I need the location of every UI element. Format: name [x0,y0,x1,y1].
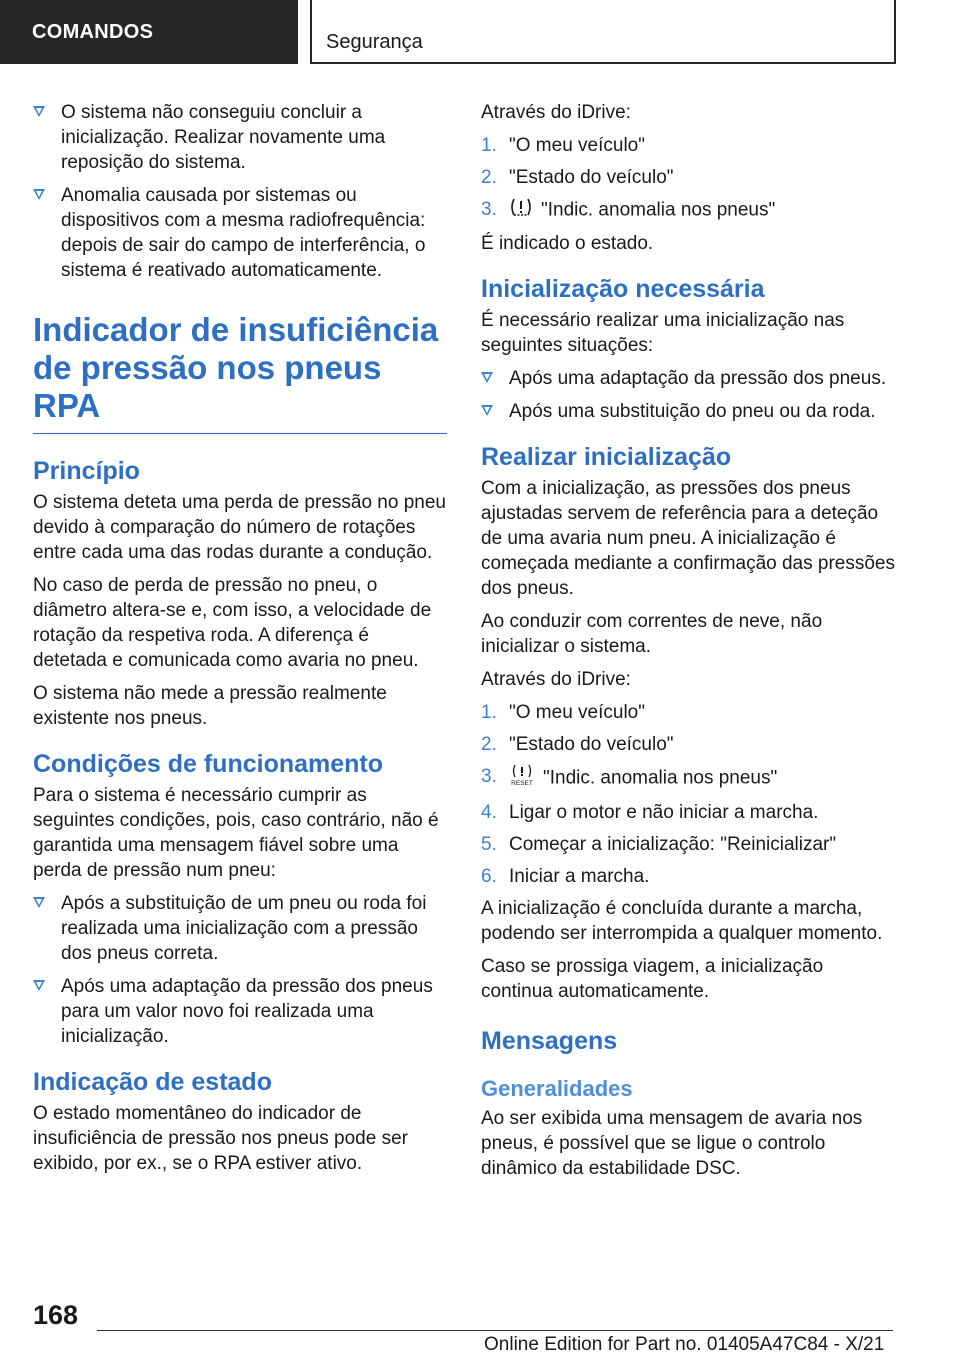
page-header [0,0,960,66]
left-column [33,100,447,1184]
list-item: Anomalia causada por sistemas ou dispositivos com a mesma radiofrequência: depois de sair do campo de interferência, o sistema é reativado automaticamente. [33,183,447,283]
bullet-list-top [33,100,447,283]
paragraph: No caso de perda de pressão no pneu, o diâmetro altera-se e, com isso, a velocidade de rotação da respetiva roda. A diferença é detetada e comunicada como avaria no pneu. [33,575,432,671]
paragraph: Para o sistema é necessário cumprir as seguintes condições, pois, caso contrário, não é garantida uma mensagem fiável sobre uma perda de pressão num pneu: [33,785,439,881]
heading-condicoes: Condições de funcionamento [33,750,384,778]
section-tab: COMANDOS [0,0,298,64]
paragraph: É necessário realizar uma inicialização nas seguintes situações: [481,310,845,356]
paragraph: A inicialização é concluída durante a marcha, podendo ser interrompida a qualquer momento. [481,898,883,944]
heading-estado: Indicação de estado [33,1068,272,1096]
paragraph: É indicado o estado. [481,233,654,254]
paragraph: Ao ser exibida uma mensagem de avaria nos pneus, é possível que se ligue o controlo dinâmico da estabilidade DSC. [481,1108,863,1179]
paragraph: O estado momentâneo do indicador de insuficiência de pressão nos pneus pode ser exibido, por ex., se o RPA estiver ativo. [33,1103,408,1174]
triangle-bullet-icon [481,372,493,383]
list-item: 2. "Estado do veículo" [481,734,674,755]
paragraph: Com a inicialização, as pressões dos pneus ajustadas servem de referência para a deteção de uma avaria num pneu. A inicialização é começada mediante a confirmação das pressões dos pneus. [481,478,896,599]
list-item: Após uma substituição do pneu ou da roda. [481,399,895,424]
triangle-bullet-icon [33,106,45,117]
bullet-list-condicoes [33,891,447,1049]
list-item: 1. "O meu veículo" [481,135,645,156]
paragraph: O sistema deteta uma perda de pressão no pneu devido à comparação do número de rotações entre cada uma das rodas durante a condução. [33,492,446,563]
main-title: Indicador de insuficiência de pressão nos pneus RPA [33,311,447,434]
list-item: Após uma adaptação da pressão dos pneus para um valor novo foi realizada uma inicialização. [33,974,447,1049]
list-item: 2. "Estado do veículo" [481,167,674,188]
tire-reset-icon [509,764,535,793]
footer-divider [97,1330,893,1331]
paragraph: O sistema não mede a pressão realmente existente nos pneus. [33,683,387,729]
list-item: 1. "O meu veículo" [481,702,645,723]
reset-label: RESET [511,780,533,786]
footer-edition: Online Edition for Part no. 01405A47C84 - X/21 [484,1334,885,1355]
paragraph: Através do iDrive: [481,102,631,123]
heading-generalidades: Generalidades [481,1076,633,1101]
steps-list-realizar [481,700,895,889]
list-item: 5. Começar a inicialização: "Reinicializar" [481,834,837,855]
steps-list-status [481,133,895,224]
triangle-bullet-icon [481,405,493,416]
paragraph: Através do iDrive: [481,669,631,690]
heading-realizar-inicializacao: Realizar inicialização [481,443,732,471]
right-column [481,100,895,1189]
subsection-label: Segurança [310,0,896,64]
paragraph: Caso se prossiga viagem, a inicialização continua automaticamente. [481,956,824,1002]
heading-mensagens: Mensagens [481,1027,618,1055]
page-number: 168 [33,1300,79,1330]
heading-inicializacao-necessaria: Inicialização necessária [481,275,765,303]
list-item: 3. RESET "Indic. anomalia nos pneus" [481,764,895,793]
triangle-bullet-icon [33,897,45,908]
tire-warning-icon [509,197,533,224]
list-item: Após uma adaptação da pressão dos pneus. [481,366,895,391]
triangle-bullet-icon [33,980,45,991]
list-item: Após a substituição de um pneu ou roda foi realizada uma inicialização com a pressão dos pneus correta. [33,891,447,966]
list-item: 6. Iniciar a marcha. [481,866,650,887]
bullet-list-inicializacao [481,366,895,424]
triangle-bullet-icon [33,189,45,200]
list-item: 3. "Indic. anomalia nos pneus" [481,197,895,224]
list-item: 4. Ligar o motor e não iniciar a marcha. [481,802,819,823]
heading-principio: Princípio [33,457,140,485]
paragraph: Ao conduzir com correntes de neve, não inicializar o sistema. [481,611,823,657]
list-item: O sistema não conseguiu concluir a inicialização. Realizar novamente uma reposição do sistema. [33,100,447,175]
